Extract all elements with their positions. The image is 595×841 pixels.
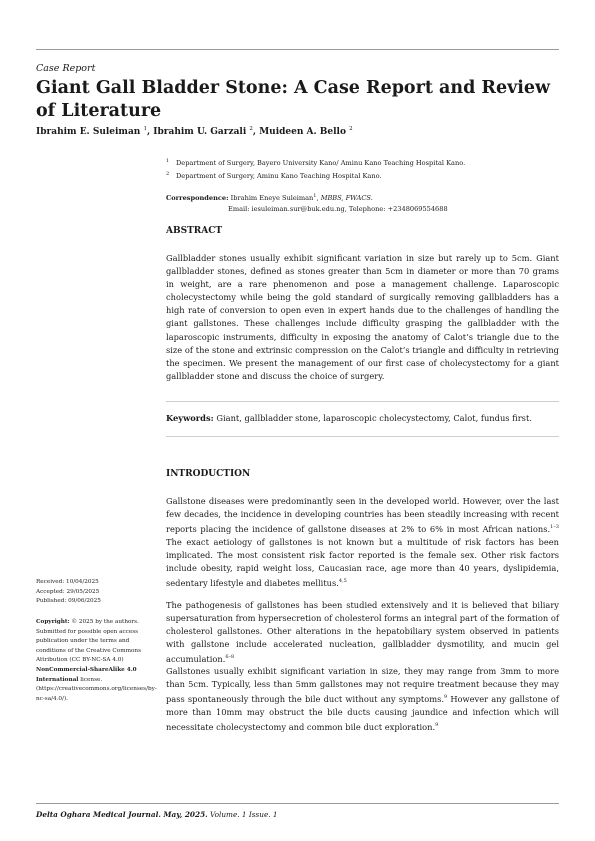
author-affiliation-mark: 1 — [143, 126, 147, 132]
affiliation-item — [166, 169, 465, 182]
correspondence-contact[interactable]: Email: iesuleiman.sur@buk.edu.ng, Telephone: +2348069554688 — [228, 205, 448, 214]
author-affiliation-mark: 2 — [249, 126, 253, 132]
author-name: Ibrahim U. Garzali — [153, 127, 247, 137]
top-rule — [36, 49, 559, 50]
affiliation-number: 1 — [166, 158, 170, 164]
article-dates — [36, 578, 152, 607]
author-affiliation-mark: 2 — [349, 126, 353, 132]
footer-rule — [36, 803, 559, 804]
copyright-label: Copyright: — [36, 619, 70, 625]
correspondence-affiliation-mark: 1 — [313, 193, 317, 199]
affiliation-number: 2 — [166, 171, 170, 178]
article-type: Case Report — [36, 63, 96, 74]
keywords-rule-bottom — [166, 436, 559, 437]
introduction-paragraph-3: Gallstones usually exhibit significant variation in size, they may range from 3mm to more than 5cm. Typically, less than 5mm gallstones may not require treatment because they may pass spontaneously through the bile duct without any symptoms.$^9$ However any gallstone of more than 10mm may obstruct the bile ducts causing jaundice and infection which will necessitate cholecystectomy and common bile duct exploration.$^9$ — [166, 666, 559, 732]
introduction-heading: INTRODUCTION — [166, 469, 251, 479]
affiliation-item — [166, 156, 465, 169]
author-list: Ibrahim E. Suleiman $^1$, Ibrahim U. Garzali $^2$, Muideen A. Bello $^2$ — [36, 126, 353, 137]
correspondence: Correspondence: Ibrahim Eneye Suleiman$^1$, MBBS, FWACS. Email: iesuleiman.sur@buk.edu.ng, Telephone: +2348069554688 — [166, 193, 448, 214]
license-link[interactable]: license. (https://creativecommons.org/licenses/by-nc-sa/4.0/). — [36, 676, 157, 702]
affiliations — [166, 156, 465, 182]
citation-ref: 1–3 — [550, 524, 559, 531]
published-date: Published: 09/06/2025 — [36, 598, 101, 605]
received-date: Received: 10/04/2025 — [36, 579, 99, 585]
article-title: Giant Gall Bladder Stone: A Case Report and Review of Literature — [36, 78, 551, 121]
copyright-notice: Copyright: © 2025 by the authors. Submitted for possible open access publication under the terms and conditions of the Creative Commons Attribution (CC BY-NC-SA 4.0) NonCommercial-ShareAlike 4.0 International license. (https://creativecommons.org/licenses/by-nc-sa/4.0/). — [36, 619, 157, 702]
author-name: Muideen A. Bello — [259, 127, 346, 137]
keywords-text: Giant, gallbladder stone, laparoscopic cholecystectomy, Calot, fundus first. — [216, 413, 532, 423]
journal-footer — [36, 810, 278, 819]
affiliation-text: Department of Surgery, Aminu Kano Teaching Hospital Kano. — [176, 172, 382, 181]
citation-ref: 4,5 — [338, 578, 347, 585]
abstract-rule-top — [166, 401, 559, 402]
correspondence-degrees: MBBS, FWACS. — [320, 194, 373, 203]
citation-ref: 9 — [435, 722, 439, 729]
citation-ref: 9 — [443, 694, 448, 701]
affiliation-text: Department of Surgery, Bayero University Kano/ Aminu Kano Teaching Hospital Kano. — [176, 159, 466, 168]
author-name: Ibrahim E. Suleiman — [36, 127, 141, 137]
journal-name: Delta Oghara Medical Journal. May, 2025. — [36, 810, 208, 819]
introduction-paragraph-2: The pathogenesis of gallstones has been studied extensively and it is believed that biliary supersaturation from hypersecretion of cholesterol forms an integral part of the formation of cholesterol gallstones. Other alterations in the hepatobiliary system observed in patients with gallstone include accelerated nucleation, gallbladder dysmotility, and mucin gel accumulation.$^{6-8}$ — [166, 600, 559, 665]
journal-issue: Volume. 1 Issue. 1 — [207, 810, 278, 819]
introduction-paragraph-1: Gallstone diseases were predominantly seen in the developed world. However, over the last few decades, the incidence in developing countries has been steadily increasing with recent reports placing the incidence of gallstone diseases at 2% to 6% in most African nations.$^{1-3}$ The exact aetiology of gallstones is not known but a multitude of risk factors has been implicated. The most consistent risk factor reported is the female sex. Other risk factors include obesity, rapid weight loss, Caucasian race, age more than 40 years, dyslipidemia, sedentary lifestyle and diabetes mellitus.$^{4,5}$ — [166, 496, 559, 589]
keywords — [166, 413, 559, 423]
keywords-label: Keywords: — [166, 413, 214, 423]
abstract-heading: ABSTRACT — [166, 226, 223, 236]
accepted-date: Accepted: 29/05/2025 — [36, 588, 100, 595]
correspondence-name: Ibrahim Eneye Suleiman — [230, 194, 314, 203]
citation-ref: 6–8 — [225, 654, 235, 661]
abstract-text: Gallbladder stones usually exhibit significant variation in size but rarely up to 5cm. Giant gallbladder stones, defined as stones greater than 5cm in diameter or more than 70 grams in weight, are a rare phenomenon and pose a management challenge. Laparoscopic cholecystectomy while being the gold standard of surgically removing gallbladders has a high rate of conversion to open even in expert hands due to the challenges of handling the giant gallstones. These challenges include difficulty grasping the gallbladder with the laparoscopic instruments, difficulty in exposing the anatomy of Calot’s triangle due to the size of the stone and extrinsic compression on the Calot’s triangle and difficulty in retrieving the specimen. We present the management of our first case of cholecystectomy for a giant gallbladder stone and discuss the choice of surgery. — [166, 253, 559, 381]
correspondence-label: Correspondence: — [166, 194, 229, 203]
license-name: NonCommercial-ShareAlike 4.0 International — [36, 666, 137, 683]
